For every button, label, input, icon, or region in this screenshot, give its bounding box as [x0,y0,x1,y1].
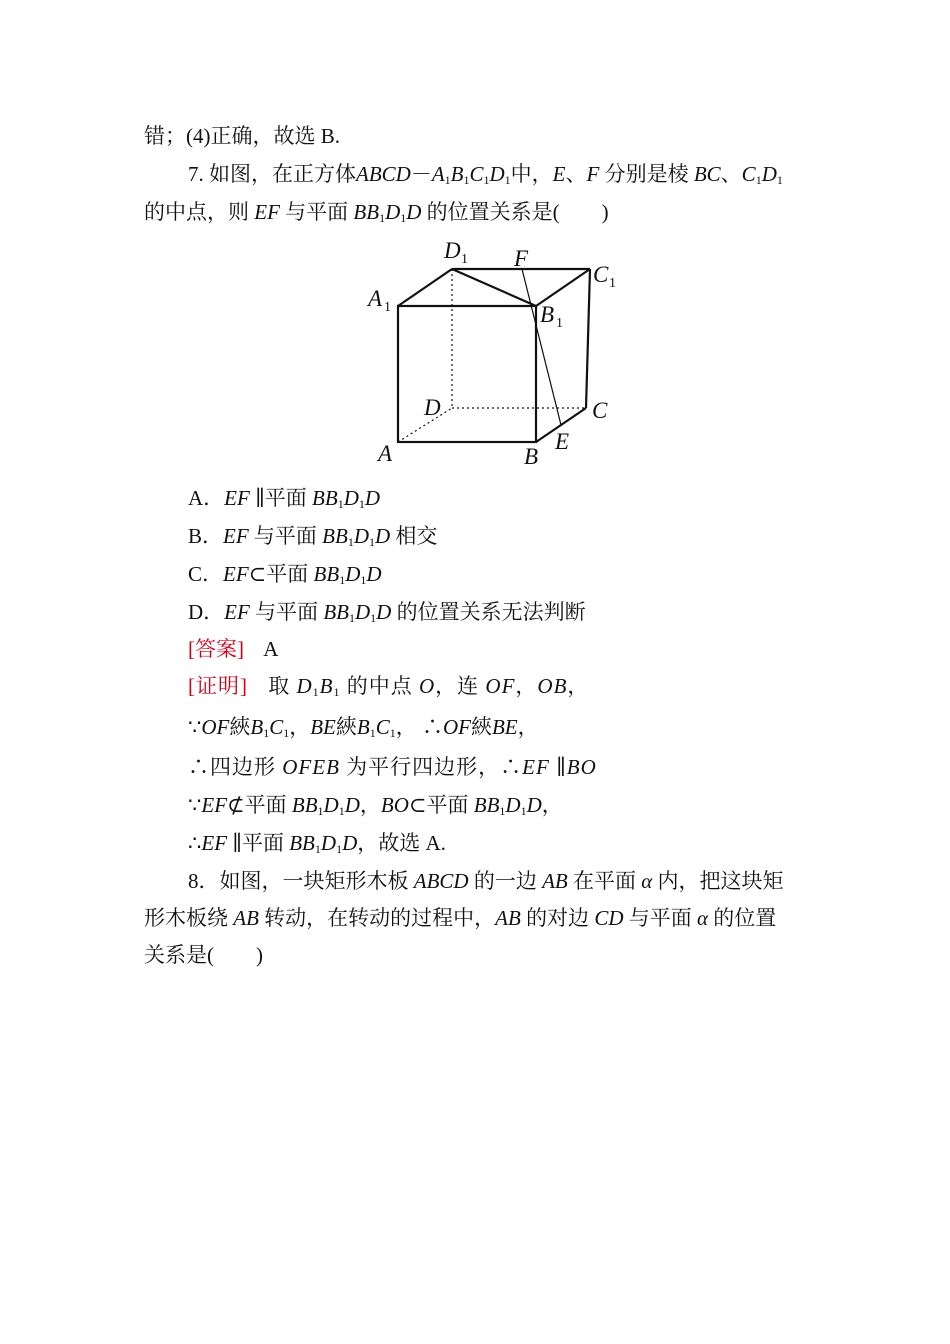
label-b: B [524,444,539,469]
label-d: D [424,395,441,420]
edge-c1-c [586,269,590,408]
q8-stem-line3: 关系是( ) [144,943,263,967]
answer-line [188,634,278,664]
answer-value: A [263,637,279,661]
label-c1: C [593,262,609,287]
q7-stem-line1: 7. 如图，在正方体$ABCD-A_1B_1C_1D_1$中，E、F 分别是棱 BC、$C_1D_1$ [188,162,783,187]
proof-label: [证明] [188,674,248,698]
proof-line4: ∵EF⊄平面 $BB_1D_1D$，BO⊂平面 $BB_1D_1D$， [188,793,563,818]
prev-answer-end: 错；(4)正确，故选 B. [144,124,340,148]
label-b1-sub: 1 [556,316,563,331]
q7-stem-line2: 的中点，则 EF 与平面 $BB_1D_1D$ 的位置关系是( ) [144,200,609,225]
answer-label: [答案] [188,637,244,661]
proof-line5: ∴EF ∥平面 $BB_1D_1D$，故选 A. [188,831,446,856]
q8-stem-line1: 8．如图，一块矩形木板 ABCD 的一边 AB 在平面 α 内，把这块矩 [188,869,784,893]
edge-a1-d1 [398,269,452,306]
proof-line3: ∴四边形 OFEB 为平行四边形，∴EF ∥BO [188,755,597,779]
label-b1: B [540,302,555,327]
front-face [398,306,536,442]
q8-stem-line2: 形木板绕 AB 转动，在转动的过程中，AB 的对边 CD 与平面 α 的位置 [144,906,777,930]
label-a: A [378,441,393,466]
option-a[interactable]: A．EF ∥平面 $BB_1D_1D$ [188,486,381,511]
proof-line1: [证明] 取 $D_1B_1$ 的中点 O，连 OF，OB， [188,674,590,699]
label-a1: A [368,286,383,311]
proof-line2: ∵OF綊$B_1C_1$，BE綊$B_1C_1$， ∴OF綊BE， [188,715,539,740]
label-e: E [555,429,570,454]
option-c[interactable]: C．EF⊂平面 $BB_1D_1D$ [188,562,382,587]
label-c1-sub: 1 [609,276,616,291]
cube-figure [360,232,630,472]
label-d1: D [444,238,461,263]
option-d[interactable]: D．EF 与平面 $BB_1D_1D$ 的位置关系无法判断 [188,600,586,625]
option-b[interactable]: B．EF 与平面 $BB_1D_1D$ 相交 [188,524,438,549]
edge-b1-c1 [536,269,590,306]
label-f: F [514,246,529,271]
label-a1-sub: 1 [384,300,391,315]
label-d1-sub: 1 [461,252,468,267]
label-c: C [592,398,608,423]
